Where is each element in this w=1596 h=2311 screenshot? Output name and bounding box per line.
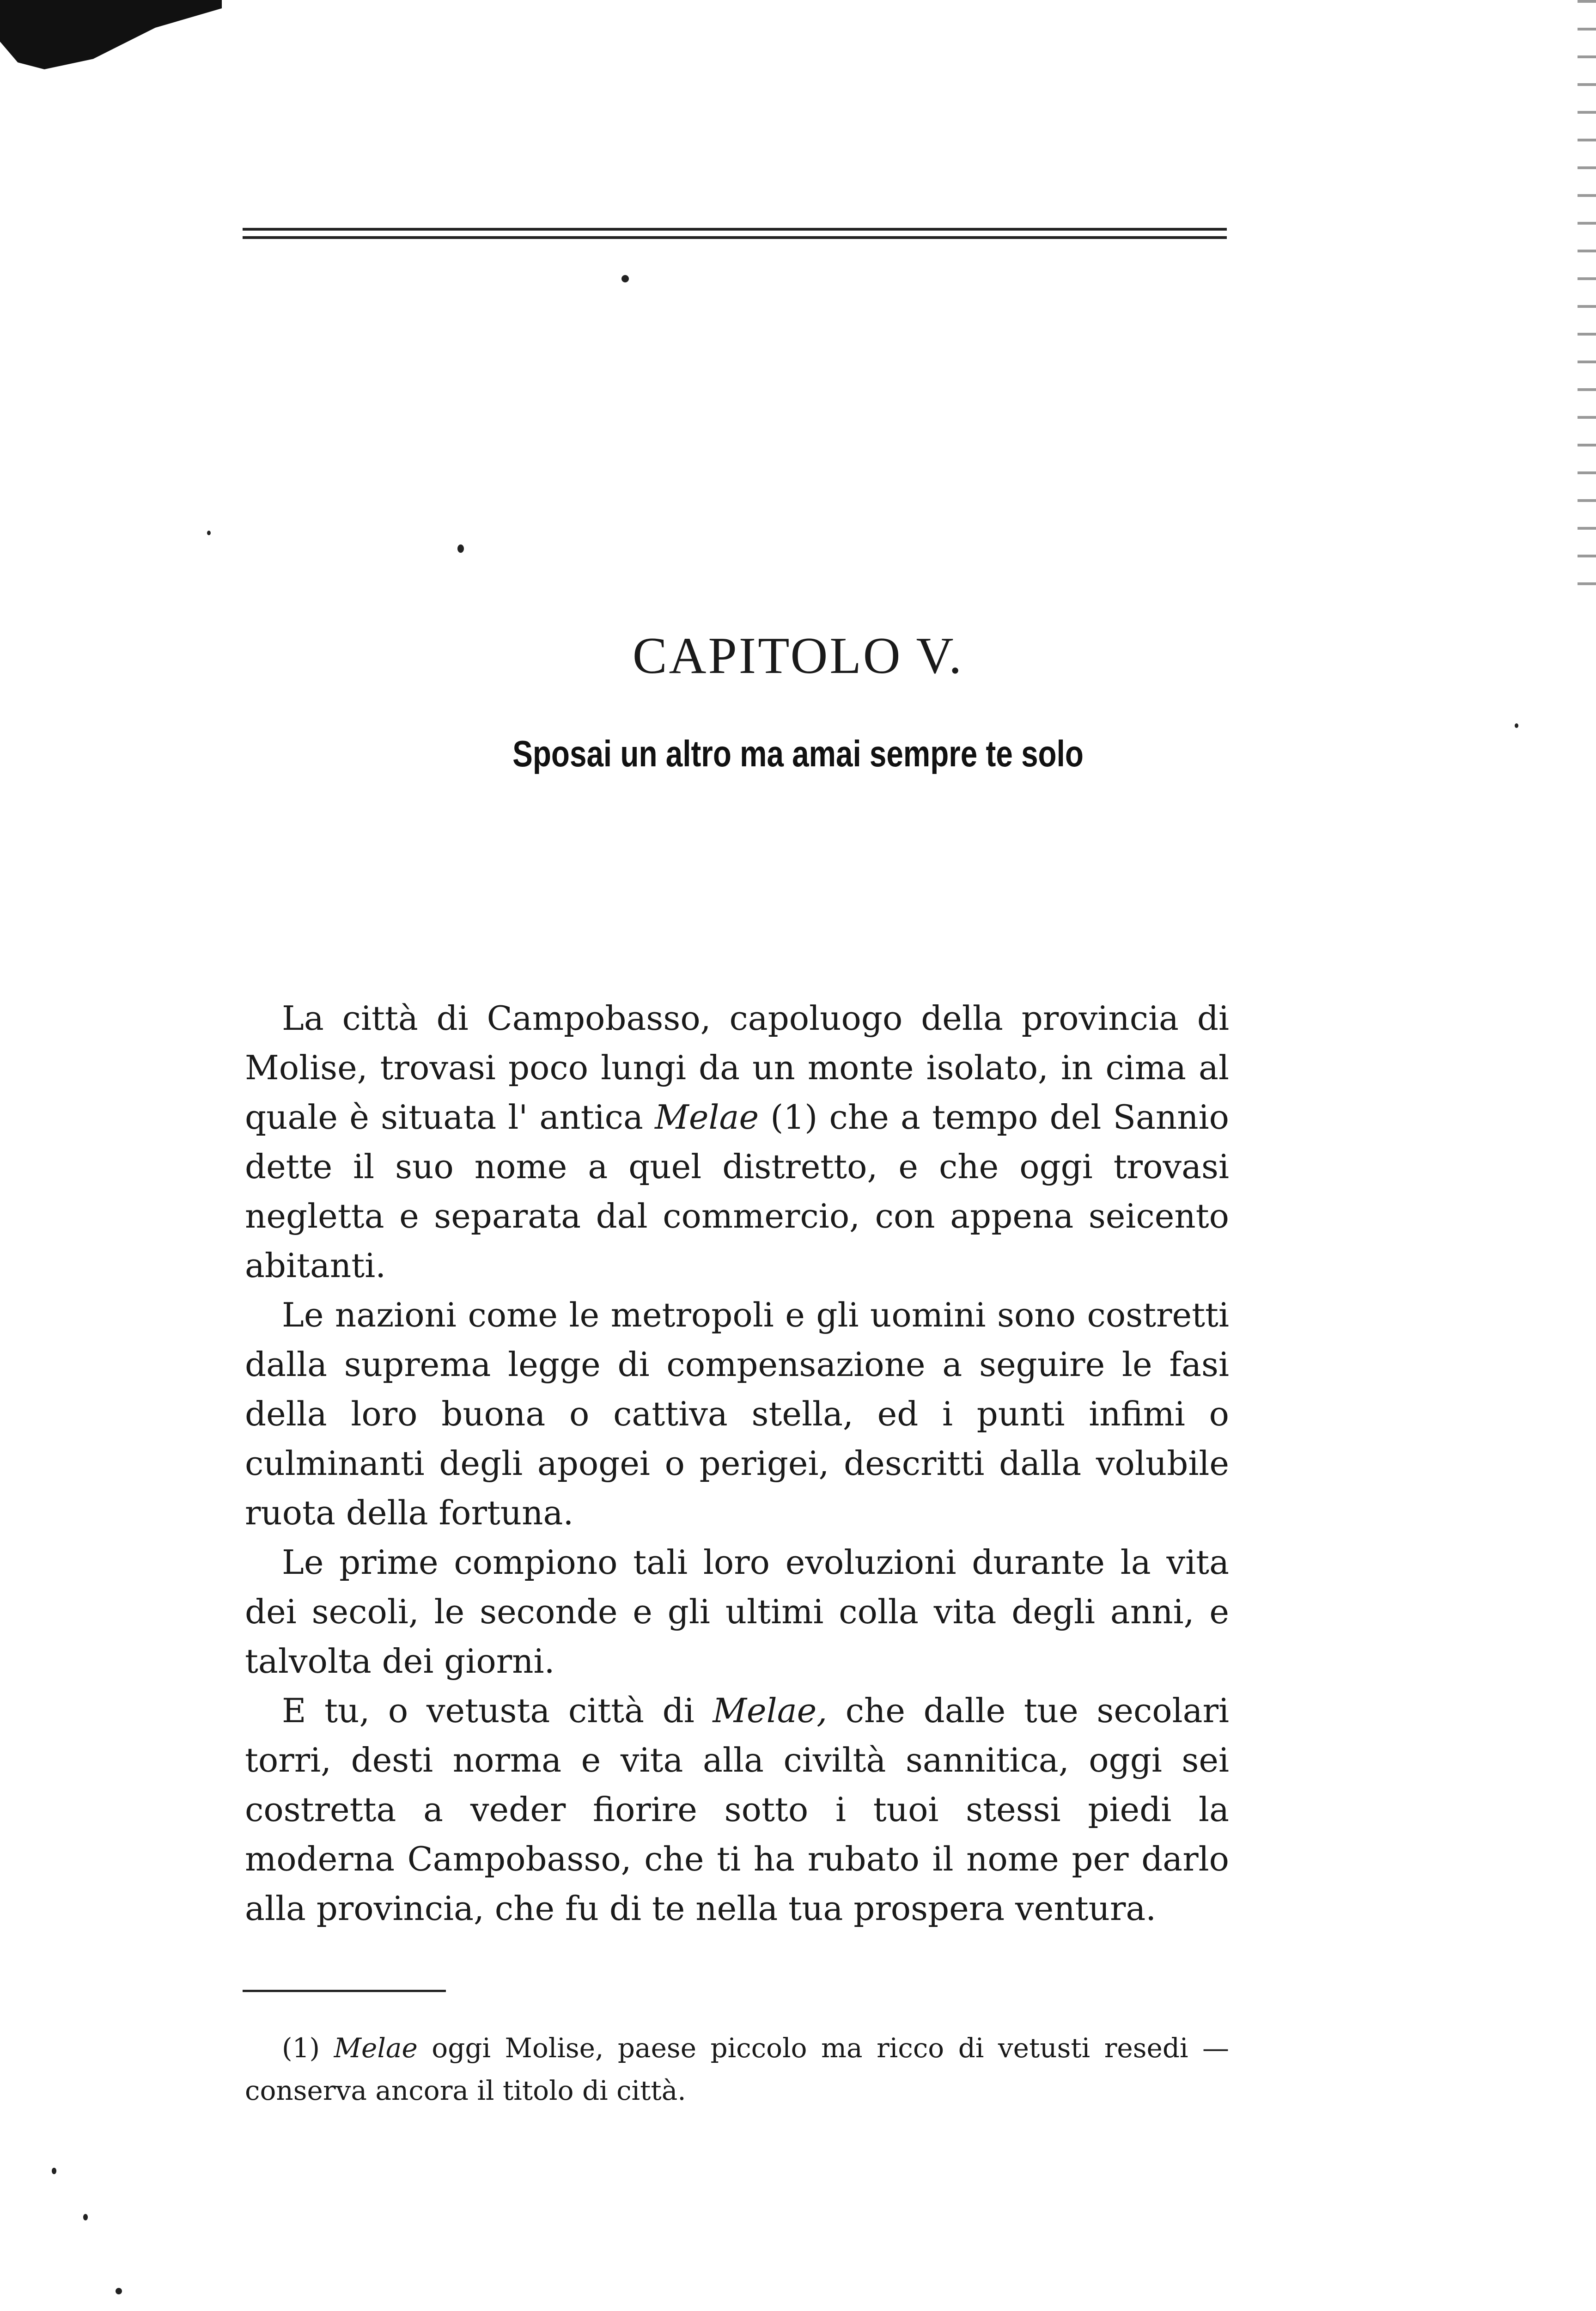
scan-artifact-right-edge [1578, 0, 1596, 601]
italic-term: Melae, [713, 1691, 828, 1730]
header-double-rule [243, 228, 1227, 239]
chapter-title: CAPITOLO V. [632, 627, 964, 685]
scan-speck [83, 2214, 88, 2220]
paragraph: E tu, o vetusta città di Melae, che dalle tue secolari torri, desti norma e vita alla civiltà sannitica, oggi sei costretta a veder fiorire sotto i tuoi stessi piedi la moderna Campobasso, che ti ha rubato il nome per darlo alla provincia, che fu di te nella tua prospera ventura. [245, 1691, 1230, 1928]
scan-speck [621, 275, 629, 282]
paragraph: Le prime compiono tali loro evoluzioni durante la vita dei secoli, le seconde e gli ultimi colla vita degli anni, e talvolta dei giorni. [245, 1543, 1229, 1681]
scan-speck [116, 2288, 122, 2294]
footnote-italic-term: Melae [334, 2032, 418, 2064]
chapter-subtitle: Sposai un altro ma amai sempre te solo [512, 733, 1084, 774]
scan-speck [52, 2168, 56, 2174]
paragraph: Le nazioni come le metropoli e gli uomini sono costretti dalla suprema legge di compensazione a seguire le fasi della loro buona o cattiva stella, ed i punti infimi o culminanti degli apogei o perigei, descritti dalla volubile ruota della fortuna. [245, 1296, 1229, 1532]
scan-speck [1515, 723, 1518, 728]
paragraph: La città di Campobasso, capoluogo della provincia di Molise, trovasi poco lungi da un monte isolato, in cima al quale è situata l' antica Melae (1) che a tempo del Sannio dette il suo nome a quel distretto, e che oggi trovasi negletta e separata dal commercio, con appena seicento abitanti. [245, 999, 1230, 1285]
scan-artifact-top-left [0, 0, 222, 69]
scan-speck [457, 544, 464, 553]
footnote-marker: (1) [282, 2032, 334, 2064]
footnote-rule [243, 1990, 446, 1992]
scan-speck [207, 531, 211, 535]
body-text [245, 994, 1229, 1933]
italic-term: Melae [655, 1098, 759, 1137]
footnote [245, 2027, 1229, 2112]
footnote-text: oggi Molise, paese piccolo ma ricco di vetusti resedi — conserva ancora il titolo di città. [245, 2032, 1230, 2106]
